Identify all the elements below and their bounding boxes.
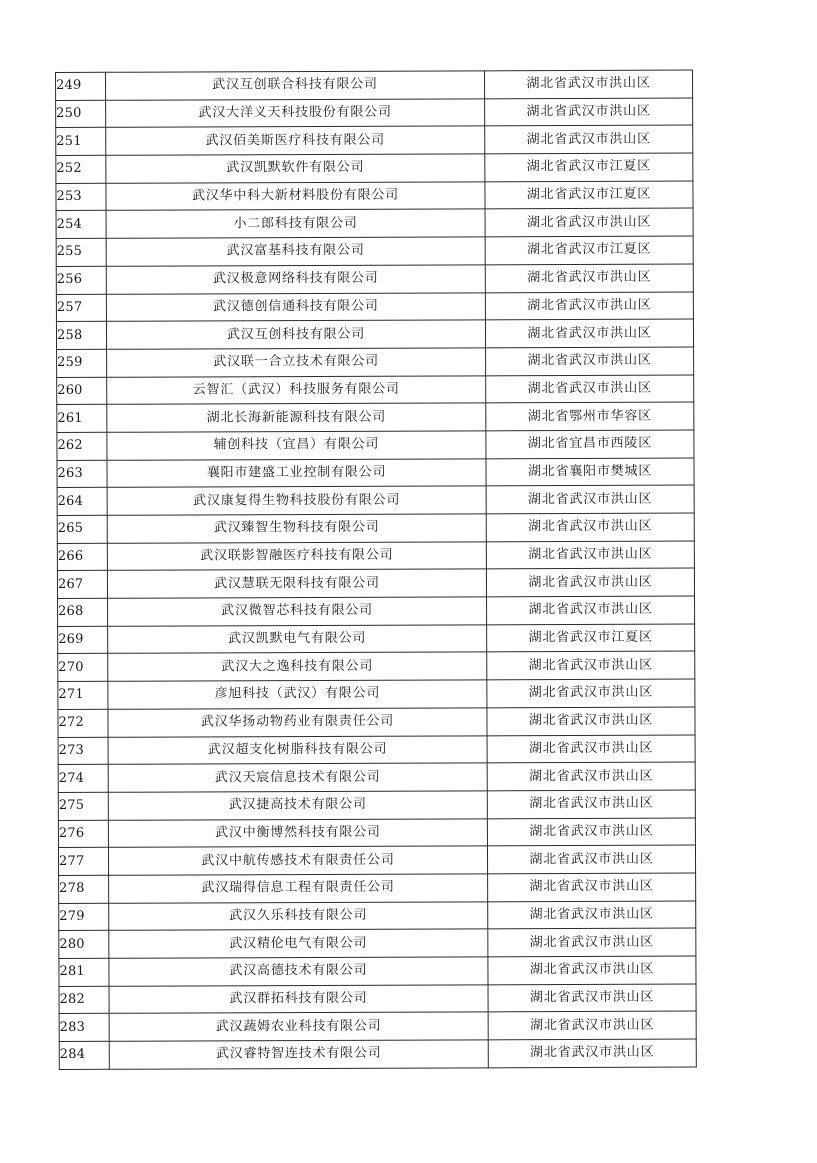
company-name: 武汉富基科技有限公司 [106, 237, 485, 266]
company-location: 湖北省武汉市洪山区 [485, 125, 693, 153]
table-row [57, 402, 694, 432]
table-row [56, 181, 693, 211]
row-number: 279 [59, 903, 109, 931]
row-number: 276 [58, 820, 108, 848]
row-number: 284 [59, 1041, 109, 1069]
row-number: 278 [59, 875, 109, 903]
row-number: 249 [56, 72, 106, 100]
company-location: 湖北省武汉市洪山区 [487, 790, 695, 818]
company-location: 湖北省武汉市洪山区 [488, 1039, 696, 1067]
company-location: 湖北省襄阳市樊城区 [486, 458, 694, 486]
table-row [59, 873, 696, 903]
company-name: 武汉中航传感技术有限责任公司 [108, 846, 487, 875]
company-name: 武汉超支化树脂科技有限公司 [108, 735, 487, 764]
company-name: 武汉互创联合科技有限公司 [106, 71, 485, 100]
company-location: 湖北省武汉市洪山区 [485, 98, 693, 126]
table-row [57, 513, 694, 543]
row-number: 252 [56, 155, 106, 183]
company-location: 湖北省武汉市洪山区 [487, 707, 695, 735]
row-number: 275 [58, 792, 108, 820]
company-name: 辅创科技（宜昌）有限公司 [107, 431, 486, 460]
table-row [59, 1011, 696, 1041]
company-location: 湖北省武汉市洪山区 [487, 818, 695, 846]
company-location: 湖北省武汉市洪山区 [486, 485, 694, 513]
table-row [58, 845, 695, 875]
table-row [56, 153, 693, 183]
company-location: 湖北省武汉市洪山区 [486, 541, 694, 569]
table-row [59, 984, 696, 1014]
table-row [57, 458, 694, 488]
table-row [56, 98, 693, 128]
row-number: 259 [57, 349, 107, 377]
table-row [56, 264, 693, 294]
company-name: 武汉蔬姆农业科技有限公司 [109, 1012, 488, 1041]
company-name: 武汉佰美斯医疗科技有限公司 [106, 126, 485, 155]
company-location: 湖北省武汉市洪山区 [488, 984, 696, 1012]
company-location: 湖北省武汉市洪山区 [488, 901, 696, 929]
table-row [57, 430, 694, 460]
company-name: 湖北长海新能源科技有限公司 [107, 403, 486, 432]
table-row [58, 707, 695, 737]
table-row [56, 292, 693, 322]
table-row [58, 735, 695, 765]
row-number: 267 [57, 571, 107, 599]
row-number: 264 [57, 488, 107, 516]
row-number: 263 [57, 460, 107, 488]
table-row [56, 70, 693, 100]
company-name: 武汉久乐科技有限公司 [109, 901, 488, 930]
company-location: 湖北省武汉市洪山区 [486, 375, 694, 403]
company-name: 武汉极意网络科技有限公司 [106, 265, 485, 294]
table-row [58, 790, 695, 820]
company-location: 湖北省武汉市洪山区 [487, 845, 695, 873]
table-row [58, 624, 695, 654]
row-number: 262 [57, 432, 107, 460]
row-number: 282 [59, 986, 109, 1014]
company-location: 湖北省武汉市洪山区 [487, 679, 695, 707]
table-row [59, 1039, 696, 1069]
company-location: 湖北省武汉市洪山区 [486, 513, 694, 541]
company-name: 武汉大之逸科技有限公司 [108, 652, 487, 681]
table-row [58, 818, 695, 848]
company-name: 小二郎科技有限公司 [106, 209, 485, 238]
company-name: 武汉德创信通科技有限公司 [106, 292, 485, 321]
row-number: 255 [56, 238, 106, 266]
table-row [58, 596, 695, 626]
company-location: 湖北省武汉市洪山区 [484, 70, 692, 98]
company-location: 湖北省武汉市江夏区 [485, 153, 693, 181]
company-location: 湖北省武汉市江夏区 [485, 181, 693, 209]
table-row [58, 762, 695, 792]
company-name: 武汉康复得生物科技股份有限公司 [107, 486, 486, 515]
table-row [56, 125, 693, 155]
company-name: 武汉天宸信息技术有限公司 [108, 763, 487, 792]
company-name: 武汉大洋义天科技股份有限公司 [106, 99, 485, 128]
row-number: 261 [57, 405, 107, 433]
company-name: 武汉高德技术有限公司 [109, 957, 488, 986]
company-name: 云智汇（武汉）科技服务有限公司 [107, 375, 486, 404]
row-number: 250 [56, 100, 106, 128]
company-location: 湖北省武汉市洪山区 [488, 928, 696, 956]
company-location: 湖北省鄂州市华容区 [486, 402, 694, 430]
company-list-table [55, 70, 697, 1070]
company-name: 彦旭科技（武汉）有限公司 [108, 680, 487, 709]
row-number: 260 [57, 377, 107, 405]
table-row [57, 541, 694, 571]
company-name: 武汉互创科技有限公司 [106, 320, 485, 349]
table-row [56, 319, 693, 349]
row-number: 272 [58, 709, 108, 737]
row-number: 251 [56, 128, 106, 156]
company-name: 武汉瑞得信息工程有限责任公司 [109, 874, 488, 903]
table-row [56, 236, 693, 266]
row-number: 274 [58, 764, 108, 792]
row-number: 270 [58, 654, 108, 682]
table-row [59, 901, 696, 931]
table-row [58, 679, 695, 709]
company-location: 湖北省武汉市洪山区 [486, 347, 694, 375]
row-number: 253 [56, 183, 106, 211]
company-location: 湖北省武汉市洪山区 [487, 762, 695, 790]
table-row [58, 651, 695, 681]
company-name: 襄阳市建盛工业控制有限公司 [107, 458, 486, 487]
company-location: 湖北省武汉市洪山区 [488, 956, 696, 984]
company-location: 湖北省武汉市洪山区 [487, 735, 695, 763]
table-row [57, 347, 694, 377]
company-location: 湖北省武汉市洪山区 [485, 319, 693, 347]
company-name: 武汉臻智生物科技有限公司 [107, 514, 486, 543]
row-number: 265 [57, 515, 107, 543]
table-row [56, 208, 693, 238]
company-name: 武汉联一合立技术有限公司 [107, 348, 486, 377]
row-number: 258 [56, 321, 106, 349]
row-number: 257 [56, 294, 106, 322]
row-number: 271 [58, 681, 108, 709]
company-name: 武汉微智芯科技有限公司 [108, 597, 487, 626]
table-row [57, 485, 694, 515]
row-number: 277 [58, 848, 108, 876]
row-number: 266 [57, 543, 107, 571]
table-row [59, 956, 696, 986]
row-number: 283 [59, 1014, 109, 1042]
company-location: 湖北省武汉市江夏区 [485, 236, 693, 264]
company-location: 湖北省武汉市洪山区 [485, 208, 693, 236]
company-name: 武汉华扬动物药业有限责任公司 [108, 708, 487, 737]
company-location: 湖北省武汉市洪山区 [488, 1011, 696, 1039]
company-location: 湖北省武汉市洪山区 [485, 264, 693, 292]
company-name: 武汉群拓科技有限公司 [109, 985, 488, 1014]
company-name: 武汉捷高技术有限公司 [108, 791, 487, 820]
table-row [59, 928, 696, 958]
company-name: 武汉凯默电气有限公司 [108, 625, 487, 654]
company-location: 湖北省武汉市江夏区 [487, 624, 695, 652]
company-name: 武汉精伦电气有限公司 [109, 929, 488, 958]
company-location: 湖北省武汉市洪山区 [487, 596, 695, 624]
company-name: 武汉中衡博然科技有限公司 [108, 818, 487, 847]
company-location: 湖北省宜昌市西陵区 [486, 430, 694, 458]
company-list-body [56, 70, 697, 1069]
table-row [57, 375, 694, 405]
row-number: 268 [58, 598, 108, 626]
row-number: 281 [59, 958, 109, 986]
company-name: 武汉慧联无限科技有限公司 [107, 569, 486, 598]
company-name: 武汉睿特智连技术有限公司 [109, 1040, 488, 1069]
row-number: 269 [58, 626, 108, 654]
row-number: 273 [58, 737, 108, 765]
row-number: 254 [56, 211, 106, 239]
company-name: 武汉凯默软件有限公司 [106, 154, 485, 183]
company-name: 武汉华中科大新材料股份有限公司 [106, 182, 485, 211]
company-name: 武汉联影智融医疗科技有限公司 [107, 542, 486, 571]
row-number: 256 [56, 266, 106, 294]
company-location: 湖北省武汉市洪山区 [487, 651, 695, 679]
company-location: 湖北省武汉市洪山区 [488, 873, 696, 901]
table-row [57, 568, 694, 598]
company-location: 湖北省武汉市洪山区 [486, 568, 694, 596]
row-number: 280 [59, 931, 109, 959]
company-location: 湖北省武汉市洪山区 [485, 292, 693, 320]
